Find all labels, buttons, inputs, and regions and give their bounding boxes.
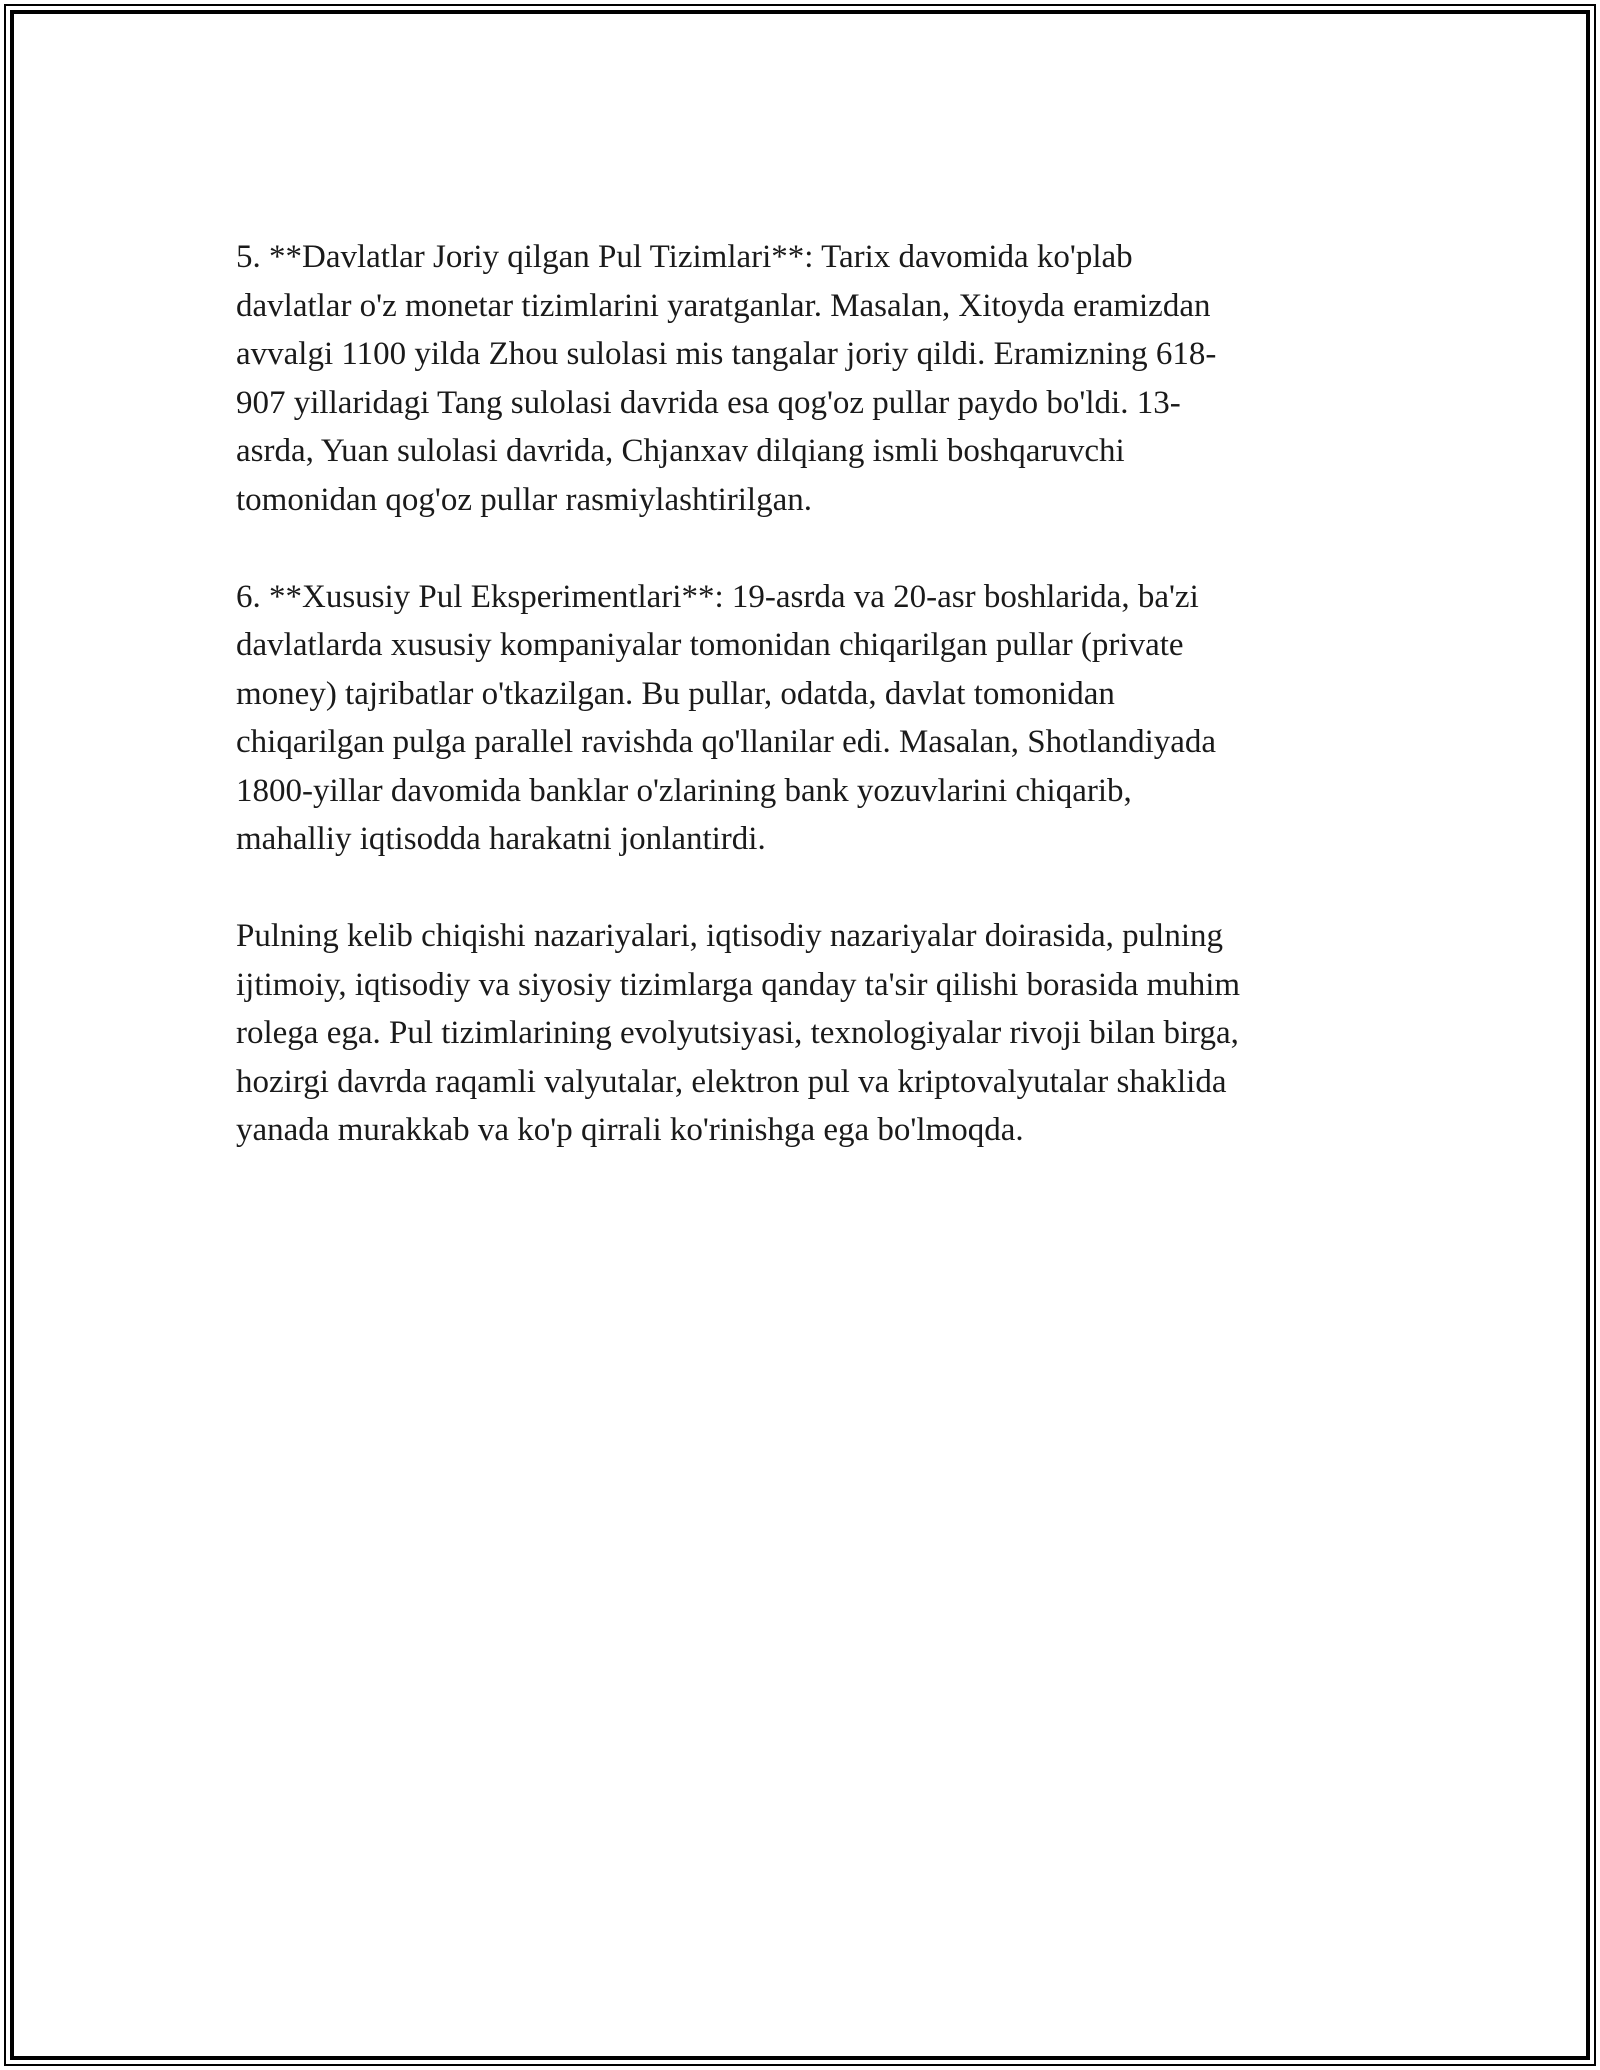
paragraph-private-money-experiments: 6. **Xususiy Pul Eksperimentlari**: 19-asrda va 20-asr boshlarida, ba'zi davlatlarda xususiy kompaniyalar tomonidan chiqarilgan pullar (private money) tajribatlar o'tkazilgan. Bu pullar, odatda, davlat tomonidan chiqarilgan pulga parallel ravishda qo'llanilar edi. Masalan, Shotlandiyada 1800-yillar davomida banklar o'zlarining bank yozuvlarini chiqarib, mahalliy iqtisodda harakatni jonlantirdi. (236, 578, 1217, 857)
document-body (236, 233, 1366, 1203)
paragraph-conclusion: Pulning kelib chiqishi nazariyalari, iqtisodiy nazariyalar doirasida, pulning ijtimoiy, iqtisodiy va siyosiy tizimlarga qanday ta'sir qilishi borasida muhim rolega ega. Pul tizimlarining evolyutsiyasi, texnologiyalar rivoji bilan birga, hozirgi davrda raqamli valyutalar, elektron pul va kriptovalyutalar shaklida yanada murakkab va ko'p qirrali ko'rinishga ega bo'lmoqda. (236, 918, 1241, 1148)
paragraph-state-money-systems: 5. **Davlatlar Joriy qilgan Pul Tizimlari**: Tarix davomida ko'plab davlatlar o'z monetar tizimlarini yaratganlar. Masalan, Xitoyda eramizdan avvalgi 1100 yilda Zhou sulolasi mis tangalar joriy qildi. Eramizning 618- 907 yillaridagi Tang sulolasi davrida esa qog'oz pullar paydo bo'ldi. 13- asrda, Yuan sulolasi davrida, Chjanxav dilqiang ismli boshqaruvchi tomonidan qog'oz pullar rasmiylashtirilgan. (236, 239, 1217, 518)
